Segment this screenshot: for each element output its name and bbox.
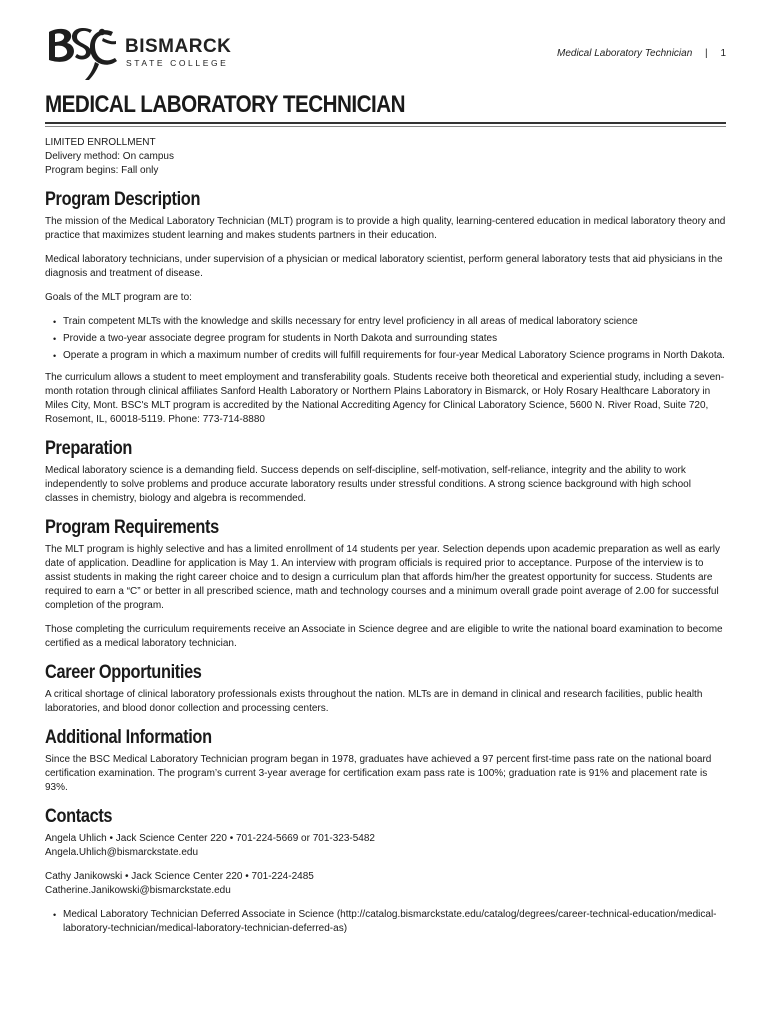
section-heading: Program Description	[45, 189, 201, 210]
section-heading: Program Requirements	[45, 517, 219, 538]
program-begins: Program begins: Fall only	[45, 165, 159, 176]
related-links	[45, 908, 726, 936]
paragraph: A critical shortage of clinical laboratory professionals exists throughout the nation. MLTs are in demand in clinical and research facilities, public health laboratories, and blood donor collection and processing centers.	[45, 689, 703, 714]
section-heading: Contacts	[45, 806, 113, 827]
logo-subtitle: STATE COLLEGE	[126, 58, 229, 68]
section-preparation	[45, 437, 726, 506]
page	[45, 0, 726, 934]
paragraph: Medical laboratory science is a demanding field. Success depends on self-discipline, self-motivation, self-reliance, integrity and the ability to work independently to solve problems and produce accurate laboratory results under stressful conditions. A strong science background with high school classes in chemistry, biology and algebra is recommended.	[45, 465, 691, 504]
program-meta	[45, 136, 726, 178]
bsc-logo	[45, 24, 245, 84]
section-program-requirements	[45, 516, 726, 651]
logo-name: BISMARCK	[125, 36, 232, 57]
list-item: • Operate a program in which a maximum number of credits will fulfill requirements for four-year Medical Laboratory Science programs in North Dakota.	[63, 349, 726, 363]
section-heading: Preparation	[45, 438, 133, 459]
section-career-opportunities	[45, 661, 726, 716]
delivery-method: Delivery method: On campus	[45, 151, 174, 162]
section-additional-information	[45, 726, 726, 795]
page-header	[45, 0, 726, 88]
paragraph: The MLT program is highly selective and has a limited enrollment of 14 students per year. Selection depends upon academic preparation as well as early date of application. Deadline for application is May 1. An interview with program officials is required prior to acceptance. Purpose of the interview is to assist students in making the right career choice and to design a curriculum plan that affords him/her the greatest opportunity for success. Students are required to earn a “C” or better in all prescribed science, math and technology courses and a minimum overall grade point average of 2.00 for successful completion of the program.	[45, 544, 720, 611]
page-title: MEDICAL LABORATORY TECHNICIAN	[45, 91, 406, 118]
content	[45, 136, 726, 944]
section-contacts	[45, 805, 726, 936]
contact-email[interactable]: Angela.Uhlich@bismarckstate.edu	[45, 847, 199, 858]
title-rule	[45, 122, 726, 124]
contact-line: Cathy Janikowski • Jack Science Center 220 • 701-224-2485	[45, 871, 314, 882]
running-title: Medical Laboratory Technician	[557, 48, 693, 59]
paragraph: The curriculum allows a student to meet employment and transferability goals. Students receive both theoretical and experiential study, including a seven-month rotation through clinical affiliates Sanford Health Laboratory or Northern Plains Laboratory in Bismarck, or Holy Rosary Healthcare Laboratory in Miles City, Mont. BSC's MLT program is accredited by the National Accrediting Agency for Clinical Laboratory Science, 5600 N. River Road, Suite 720, Rosemont, IL, 60018-5119. Phone: 773-714-8880	[45, 372, 725, 425]
contact-entry	[45, 832, 726, 860]
enrollment-status: LIMITED ENROLLMENT	[45, 137, 156, 148]
page-number: 1	[720, 48, 726, 59]
running-separator: |	[705, 48, 708, 59]
related-link[interactable]: • Medical Laboratory Technician Deferred Associate in Science (http://catalog.bismarckstate.edu/catalog/degrees/career-technical-education/medical-laboratory-technician/medical-laboratory-technician-deferred-as)	[63, 908, 726, 936]
contact-entry	[45, 870, 726, 898]
paragraph: The mission of the Medical Laboratory Technician (MLT) program is to provide a high quality, learning-centered education in medical laboratory theory and practice that maximizes student learning and makes students partners in their education.	[45, 216, 726, 241]
title-rule-thin	[45, 126, 726, 127]
paragraph: Goals of the MLT program are to:	[45, 292, 192, 303]
list-item: • Provide a two-year associate degree program for students in North Dakota and surrounding states	[63, 332, 726, 346]
list-item: • Train competent MLTs with the knowledge and skills necessary for entry level proficiency in all areas of medical laboratory science	[63, 315, 726, 329]
section-heading: Career Opportunities	[45, 662, 202, 683]
section-heading: Additional Information	[45, 727, 212, 748]
contact-email[interactable]: Catherine.Janikowski@bismarckstate.edu	[45, 885, 231, 896]
contact-line: Angela Uhlich • Jack Science Center 220 • 701-224-5669 or 701-323-5482	[45, 833, 375, 844]
goals-list	[45, 315, 726, 363]
paragraph: Those completing the curriculum requirements receive an Associate in Science degree and are eligible to write the national board examination to become certified as a medical laboratory technician.	[45, 624, 723, 649]
paragraph: Medical laboratory technicians, under supervision of a physician or medical laboratory scientist, perform general laboratory tests that aid physicians in the diagnosis and treatment of disease.	[45, 254, 723, 279]
section-program-description	[45, 188, 726, 427]
paragraph: Since the BSC Medical Laboratory Technician program began in 1978, graduates have achieved a 97 percent first-time pass rate on the national board certification examination. The program’s current 3-year average for certification exam pass rate is 100%; graduation rate is 91% and placement rate is 93%.	[45, 754, 712, 793]
bsc-logo-mark-icon	[45, 24, 123, 82]
running-head	[557, 48, 726, 59]
